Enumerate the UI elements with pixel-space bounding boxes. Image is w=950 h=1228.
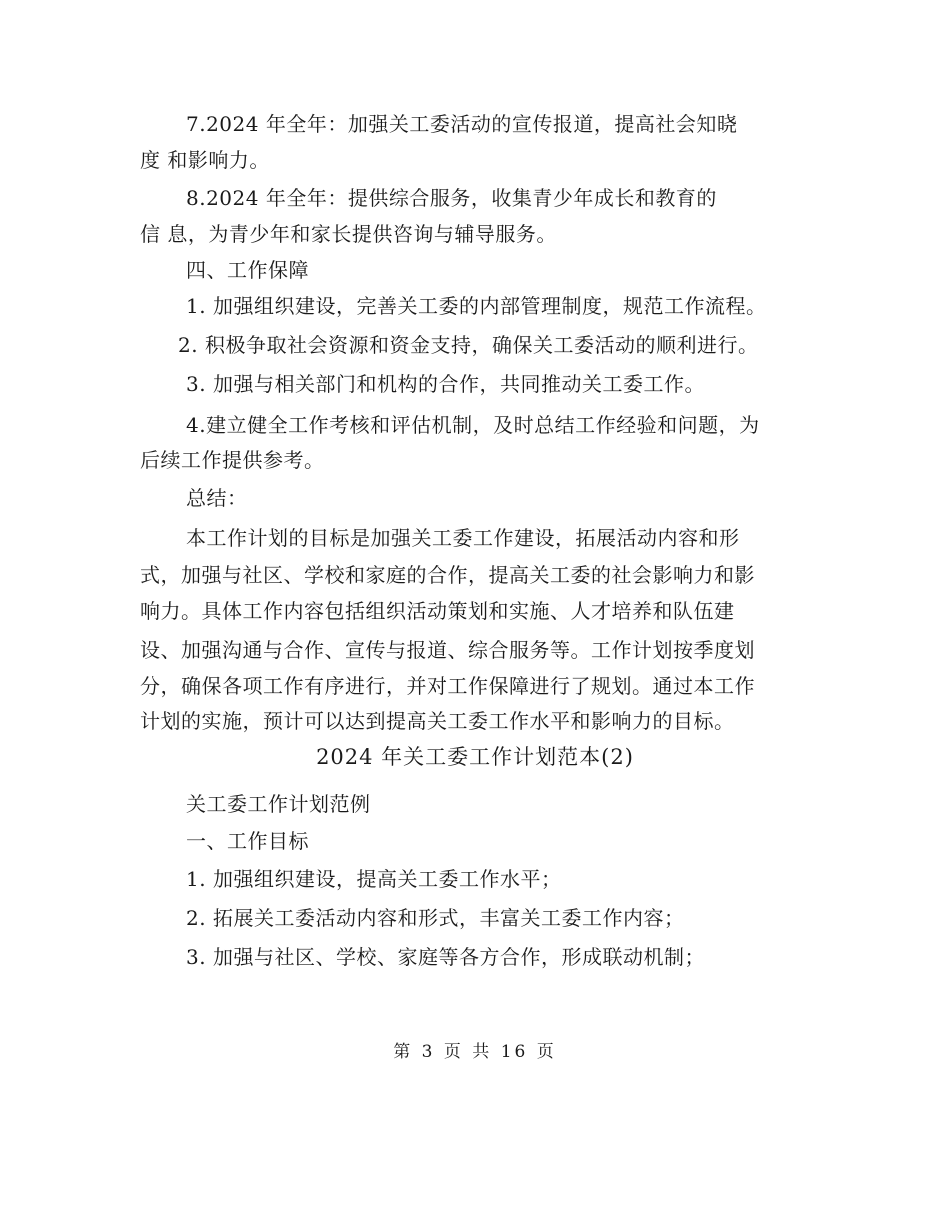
section-heading-guarantee: 四、工作保障 (186, 258, 309, 282)
summary-line-4: 设、加强沟通与合作、宣传与报道、综合服务等。工作计划按季度划 (140, 638, 755, 662)
paragraph-item-8-line2: 信 息，为青少年和家长提供咨询与辅导服务。 (140, 222, 557, 246)
guarantee-item-3: 3. 加强与相关部门和机构的合作，共同推动关工委工作。 (186, 372, 705, 396)
goal-item-1: 1. 加强组织建设，提高关工委工作水平； (186, 867, 562, 891)
summary-line-2: 式，加强与社区、学校和家庭的合作，提高关工委的社会影响力和影 (140, 563, 755, 587)
goals-heading: 一、工作目标 (186, 829, 309, 853)
section-subtitle: 关工委工作计划范例 (186, 792, 371, 816)
summary-line-5: 分，确保各项工作有序进行，并对工作保障进行了规划。通过本工作 (140, 674, 755, 698)
guarantee-item-4-line2: 后续工作提供参考。 (140, 448, 325, 472)
summary-heading: 总结： (186, 486, 248, 510)
goal-item-3: 3. 加强与社区、学校、家庭等各方合作，形成联动机制； (186, 945, 705, 969)
guarantee-item-4-line1: 4.建立健全工作考核和评估机制，及时总结工作经验和问题，为 (186, 413, 760, 437)
goal-item-2: 2. 拓展关工委活动内容和形式，丰富关工委工作内容； (186, 906, 685, 930)
paragraph-item-7-line1: 7.2024 年全年：加强关工委活动的宣传报道，提高社会知晓 (186, 112, 738, 136)
summary-line-3: 响力。具体工作内容包括组织活动策划和实施、人才培养和队伍建 (140, 599, 735, 623)
paragraph-item-7-line2: 度 和影响力。 (140, 148, 270, 172)
guarantee-item-1: 1. 加强组织建设，完善关工委的内部管理制度，规范工作流程。 (186, 294, 767, 318)
paragraph-item-8-line1: 8.2024 年全年：提供综合服务，收集青少年成长和教育的 (186, 186, 717, 210)
summary-line-1: 本工作计划的目标是加强关工委工作建设，拓展活动内容和形 (186, 526, 740, 550)
section-title: 2024 年关工委工作计划范本(2) (316, 745, 634, 769)
page-number-footer: 第 3 页 共 16 页 (393, 1042, 557, 1062)
summary-line-6: 计划的实施，预计可以达到提高关工委工作水平和影响力的目标。 (140, 709, 735, 733)
guarantee-item-2: 2. 积极争取社会资源和资金支持，确保关工委活动的顺利进行。 (178, 333, 759, 357)
